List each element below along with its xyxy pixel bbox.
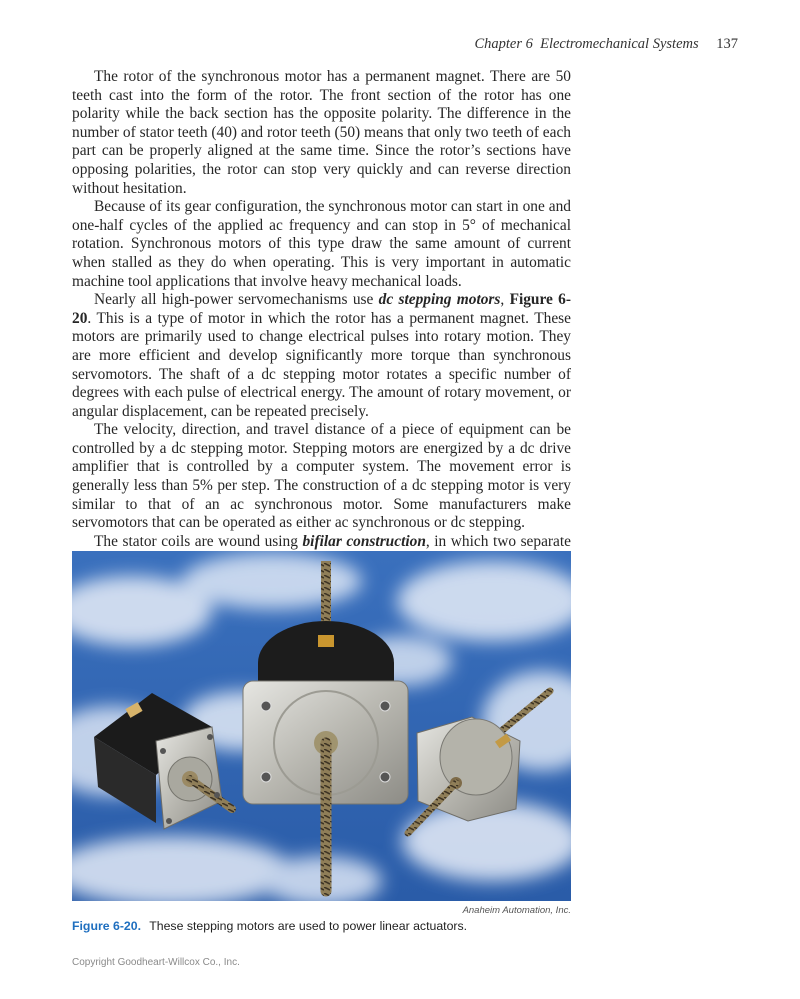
copyright-notice: Copyright Goodheart-Willcox Co., Inc.: [72, 957, 240, 968]
running-header: [474, 36, 738, 53]
paragraph-5-text-b: , in which two separate: [425, 532, 571, 550]
body-text: [72, 68, 571, 607]
paragraph-3: [72, 291, 571, 421]
paragraph-3-text-b: . This is a type of motor in which the rotor has a permanent magnet. These motors are primarily used to change electrical pulses into rotary motion. They are more efficient and develop significantly more torque than synchronous servomotors. The shaft of a dc stepping motor rotates a specific number of degrees with each pulse of electrical energy. The amount of rotary movement, or angular displacement, can be repeated precisely.: [72, 309, 571, 420]
figure-caption: [72, 919, 632, 933]
paragraph-3-comma: ,: [500, 291, 510, 309]
photo-credit: Anaheim Automation, Inc.: [462, 905, 571, 916]
chapter-label: Chapter 6: [474, 36, 533, 52]
figure-reference: Figure 6-20: [72, 291, 571, 327]
paragraph-4: The velocity, direction, and travel distance of a piece of equipment can be controlled by a dc stepping motor. Stepping motors are energized by a dc drive amplifier that is controlled by a computer system. The movement error is generally less than 5% per step. The construction of a dc stepping motor is very similar to that of an ac synchronous motor. Some manufacturers make servomotors that can be operated as either ac synchronous or dc stepping.: [72, 421, 571, 532]
page-number: 137: [716, 36, 738, 52]
term-bifilar-construction: bifilar construction: [302, 532, 426, 550]
figure-caption-text: These stepping motors are used to power linear actuators.: [149, 919, 468, 933]
stepping-motors-photo: [72, 551, 571, 901]
paragraph-1: The rotor of the synchronous motor has a permanent magnet. There are 50 teeth cast into the form of the rotor. The front section of the rotor has one polarity while the back section has the opposite polarity. The difference in the number of stator teeth (40) and rotor teeth (50) means that only two teeth of each part can be properly aligned at the same time. Since the rotor’s sections have opposing polarities, the rotor can stop very quickly and can reverse direction without hesitation.: [72, 68, 571, 197]
paragraph-3-text-a: Nearly all high-power servomechanisms use: [94, 291, 379, 309]
chapter-title: Electromechanical Systems: [540, 36, 699, 52]
paragraph-2: Because of its gear configuration, the synchronous motor can start in one and one-half cycles of the applied ac frequency and can stop in 5° of mechanical rotation. Synchronous motors of this type draw the same amount of current when stalled as they do when operating. This is very important in automatic machine tool applications that involve heavy mechanical loads.: [72, 198, 571, 290]
figure-label: Figure 6-20.: [72, 919, 142, 933]
term-dc-stepping-motors: dc stepping motors: [378, 291, 501, 309]
paragraph-5-text-a: The stator coils are wound using: [94, 532, 303, 550]
